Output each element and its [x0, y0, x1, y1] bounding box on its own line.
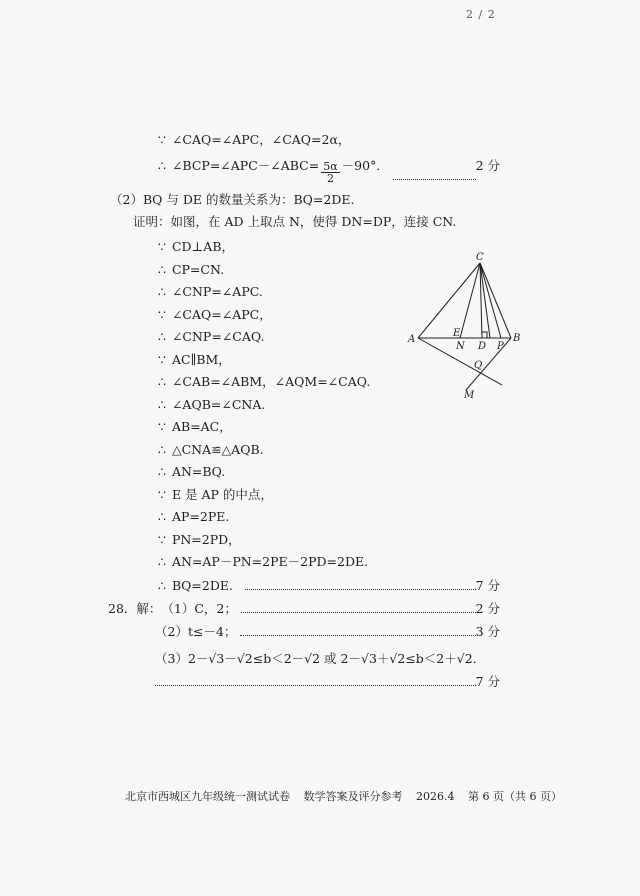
therefore-symbol: ∴	[158, 329, 166, 344]
because-symbol: ∵	[158, 486, 166, 502]
proof-step-text: ∠CAB=∠ABM，∠AQM=∠CAQ.	[171, 374, 371, 389]
proof-step-text: AC∥BM，	[171, 351, 231, 367]
label-m: M	[464, 390, 475, 400]
proof-step-text: ∠AQB=∠CNA.	[171, 396, 266, 412]
score: 7 分	[475, 578, 500, 593]
proof-step-text: △CNA≌△AQB.	[171, 441, 264, 457]
proof-step	[158, 419, 232, 435]
proof-step	[158, 239, 234, 255]
proof-step	[158, 464, 225, 480]
therefore-symbol: ∴	[158, 284, 166, 299]
because-symbol: ∵	[158, 306, 166, 322]
label-a: A	[408, 334, 416, 345]
because-symbol: ∵	[158, 531, 166, 547]
proof-step	[158, 442, 264, 458]
label-q: Q	[474, 360, 483, 371]
because-symbol: ∵	[158, 351, 166, 367]
footer-page: 第 6 页（共 6 页）	[468, 790, 562, 803]
score: 3 分	[475, 624, 500, 639]
q28-label: 28．解：	[108, 601, 162, 616]
proof-step	[158, 397, 265, 413]
footer-subject: 数学答案及评分参考	[303, 790, 403, 803]
proof-step-text: E 是 AP 的中点，	[171, 486, 273, 502]
score: 7 分	[475, 674, 500, 689]
proof-step	[158, 554, 368, 570]
therefore-symbol: ∴	[158, 441, 166, 457]
therefore-symbol: ∴	[158, 464, 166, 479]
q28-part3-score-line	[155, 674, 500, 690]
q28-part1: 28．解： （1）C，2； 2 分	[108, 601, 500, 616]
because-symbol: ∵	[158, 239, 166, 254]
proof-step-text: CD⊥AB，	[171, 239, 235, 254]
proof-conclusion: ∴ BQ=2DE. 7 分	[158, 578, 500, 593]
therefore-symbol: ∴	[158, 509, 166, 524]
segment-bm	[466, 338, 511, 390]
segment-cn	[460, 263, 480, 338]
proof-step	[158, 352, 231, 368]
proof-step-text: CP=CN.	[171, 261, 225, 277]
proof-step	[158, 284, 263, 300]
label-n: N	[456, 341, 465, 352]
q28-part3: （3）2－√3－√2≤b＜2－√2 或 2－√3＋√2≤b＜2＋√2．	[155, 651, 486, 666]
proof-step	[158, 329, 264, 345]
part1-line2: ∴ ∠BCP=∠APC－∠ABC= $\frac{5\alpha}{2}$ －90°． 2 分	[158, 158, 500, 185]
proof-step-text: ∠CAQ=∠APC，	[171, 306, 272, 322]
dot-leader	[245, 589, 476, 590]
therefore-symbol: ∴	[158, 374, 166, 389]
dot-leader	[393, 179, 476, 180]
because-symbol: ∵	[158, 419, 166, 434]
q28-part2: （2）t≤－4； 3 分	[155, 624, 500, 639]
proof-step-text: AN=BQ.	[171, 464, 226, 479]
segment-cp	[480, 263, 501, 338]
geometry-figure	[400, 250, 525, 400]
proof-step	[158, 307, 272, 323]
dot-leader	[241, 612, 476, 613]
proof-step-text: ∠CNP=∠CAQ.	[171, 329, 265, 344]
fraction: $\frac{5\alpha}{2}$	[323, 160, 338, 185]
proof-step	[158, 374, 370, 390]
proof-step	[158, 509, 229, 525]
label-b: B	[513, 333, 521, 344]
label-d: D	[478, 341, 487, 352]
therefore-symbol: ∴	[158, 396, 166, 412]
part1-line1: ∵ ∠CAQ=∠APC，∠CAQ=2α，	[158, 132, 351, 147]
corner-mark: 2 / 2	[466, 8, 496, 21]
therefore-symbol: ∴	[158, 158, 166, 173]
proof-step	[158, 487, 273, 503]
right-angle-mark	[482, 332, 487, 338]
footer-date: 2026.4	[416, 790, 455, 803]
proof-step	[158, 532, 241, 548]
proof-step-text: AN=AP－PN=2PE－2PD=2DE.	[171, 554, 369, 569]
score: 2 分	[475, 158, 500, 173]
dot-leader	[155, 685, 476, 686]
proof-step-text: AB=AC，	[171, 419, 232, 434]
proof-step	[158, 262, 224, 278]
footer-school: 北京市西城区九年级统一测试试卷	[125, 790, 290, 803]
therefore-symbol: ∴	[158, 261, 166, 277]
label-e: E	[453, 328, 461, 339]
proof-step-text: ∠CNP=∠APC.	[171, 284, 263, 299]
because-symbol: ∵	[158, 132, 166, 147]
therefore-symbol: ∴	[158, 554, 166, 569]
part2-heading: （2）BQ 与 DE 的数量关系为：BQ=2DE.	[110, 192, 355, 207]
label-c: C	[476, 252, 484, 263]
dot-leader	[240, 635, 475, 636]
page-footer	[125, 788, 572, 804]
label-p: P	[497, 341, 504, 352]
proof-step-text: AP=2PE.	[171, 509, 230, 524]
figure-lines	[418, 263, 511, 390]
proof-intro: 证明：如图，在 AD 上取点 N，使得 DN=DP，连接 CN.	[133, 214, 457, 229]
proof-step-text: PN=2PD，	[171, 531, 241, 547]
score: 2 分	[475, 601, 500, 616]
segment-ac	[418, 263, 480, 338]
